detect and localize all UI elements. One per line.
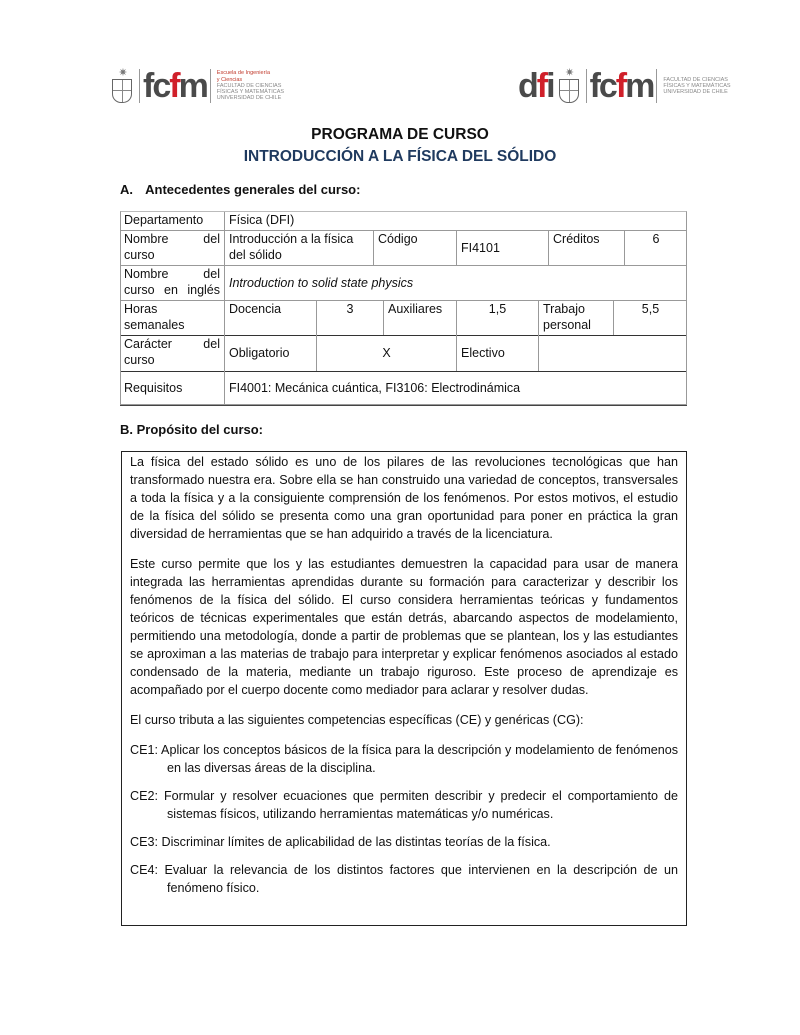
value-creditos: 6: [624, 230, 687, 265]
value-requisitos: FI4001: Mecánica cuántica, FI3106: Electrodinámica: [224, 371, 687, 405]
label-codigo: Código: [373, 230, 456, 265]
label-auxiliares: Auxiliares: [383, 300, 456, 335]
university-shield-icon: ✷: [110, 68, 136, 104]
page-title: PROGRAMA DE CURSO: [311, 126, 489, 143]
section-a-heading: A. Antecedentes generales del curso:: [120, 182, 361, 197]
label-requisitos: Requisitos: [124, 381, 183, 395]
table-row-nombre-ingles: [120, 265, 687, 301]
value-nombre-ingles: Introduction to solid state physics: [224, 265, 687, 300]
value-auxiliares: 1,5: [456, 300, 538, 335]
school-name: Escuela de Ingeniería y Ciencias FACULTAD DE CIENCIAS FÍSICAS Y MATEMÁTICAS UNIVERSIDAD DE CHILE: [216, 70, 285, 102]
label-horas: Horas semanales: [124, 302, 185, 332]
value-departamento: Física (DFI): [224, 211, 687, 230]
label-trabajo-personal: Trabajo personal: [538, 300, 613, 335]
competency-ce4: CE4: Evaluar la relevancia de los distintos factores que intervienen en la descripción de un fenómeno físico.: [130, 863, 678, 895]
checkmark-obligatorio: X: [316, 335, 456, 371]
table-row-requisitos: [120, 371, 687, 406]
section-b-heading: B. Propósito del curso:: [120, 422, 264, 437]
table-row-caracter: [120, 335, 687, 372]
label-docencia: Docencia: [224, 300, 316, 335]
label-departamento: Departamento: [124, 213, 204, 227]
competency-ce1: CE1: Aplicar los conceptos básicos de la física para la descripción y modelamiento de fenómenos en las diversas áreas de la disciplina.: [130, 743, 678, 775]
label-creditos: Créditos: [548, 230, 624, 265]
label-nombre: Nombre del curso: [124, 232, 220, 262]
logo-divider: [210, 69, 211, 103]
course-title: INTRODUCCIÓN A LA FÍSICA DEL SÓLIDO: [243, 148, 557, 165]
label-electivo: Electivo: [456, 335, 538, 371]
logo-divider: [656, 69, 657, 103]
label-obligatorio: Obligatorio: [224, 335, 316, 371]
faculty-name: FACULTAD DE CIENCIAS FÍSICAS Y MATEMÁTICAS UNIVERSIDAD DE CHILE: [663, 76, 731, 96]
table-row-horas: [120, 300, 687, 336]
label-caracter: Carácter del curso: [124, 337, 220, 367]
value-trabajo-personal: 5,5: [613, 300, 687, 335]
label-nombre-ingles: Nombre del curso en inglés: [124, 267, 220, 297]
purpose-paragraph: La física del estado sólido es uno de los pilares de las revoluciones tecnológicas que han transformado nuestra era. Sobre ella se han construido una variedad de conceptos, transversales a toda la física y a la consiguiente comprensión de los fenómenos. Por estos motivos, el estudio de la física del sólido se presenta como una gran oportunidad para poner en práctica la gran diversidad de herramientas que se han adquirido a través de la licenciatura.: [130, 455, 678, 541]
competency-ce2: CE2: Formular y resolver ecuaciones que permiten describir y predecir el comportamiento de sistemas físicos, utilizando herramientas matemáticas y/o numéricas.: [130, 789, 678, 821]
value-docencia: 3: [316, 300, 383, 335]
fcfm-logo-left: [110, 68, 284, 104]
fcfm-wordmark: fcfm: [143, 67, 207, 105]
dfi-wordmark: dfi: [518, 67, 554, 105]
value-nombre: Introducción a la física del sólido: [224, 230, 373, 265]
table-row-departamento: [120, 211, 687, 231]
purpose-box: [121, 451, 687, 926]
dfi-fcfm-logo-right: [518, 68, 731, 104]
competencies-intro: El curso tributa a las siguientes competencias específicas (CE) y genéricas (CG):: [130, 713, 584, 727]
logo-divider: [139, 69, 140, 103]
value-codigo: FI4101: [456, 230, 548, 265]
table-row-nombre: [120, 230, 687, 266]
checkmark-electivo: [538, 335, 687, 371]
purpose-paragraph: Este curso permite que los y las estudiantes demuestren la capacidad para usar de manera integrada las herramientas aprendidas durante su formación para caracterizar y describir los fenómenos de la física del sólido. El curso considera herramientas teóricas y fundamentos teóricos de técnicas experimentales que están detrás, abarcando aspectos de modelamiento, permitiendo una metodología, donde a partir de problemas que se plantean, los y las estudiantes se aproximan a las materias de trabajo para interpretar y explicar fenómenos asociados al estado condensado de la materia, mediante un trabajo riguroso. Este proceso de aprendizaje es acompañado por el cuerpo docente como mediador para aclarar y resolver dudas.: [130, 557, 678, 697]
fcfm-wordmark: fcfm: [589, 67, 654, 105]
university-shield-icon: ✷: [557, 68, 583, 104]
logo-divider: [586, 69, 587, 103]
competency-ce3: CE3: Discriminar límites de aplicabilidad de las distintas teorías de la física.: [130, 835, 551, 849]
